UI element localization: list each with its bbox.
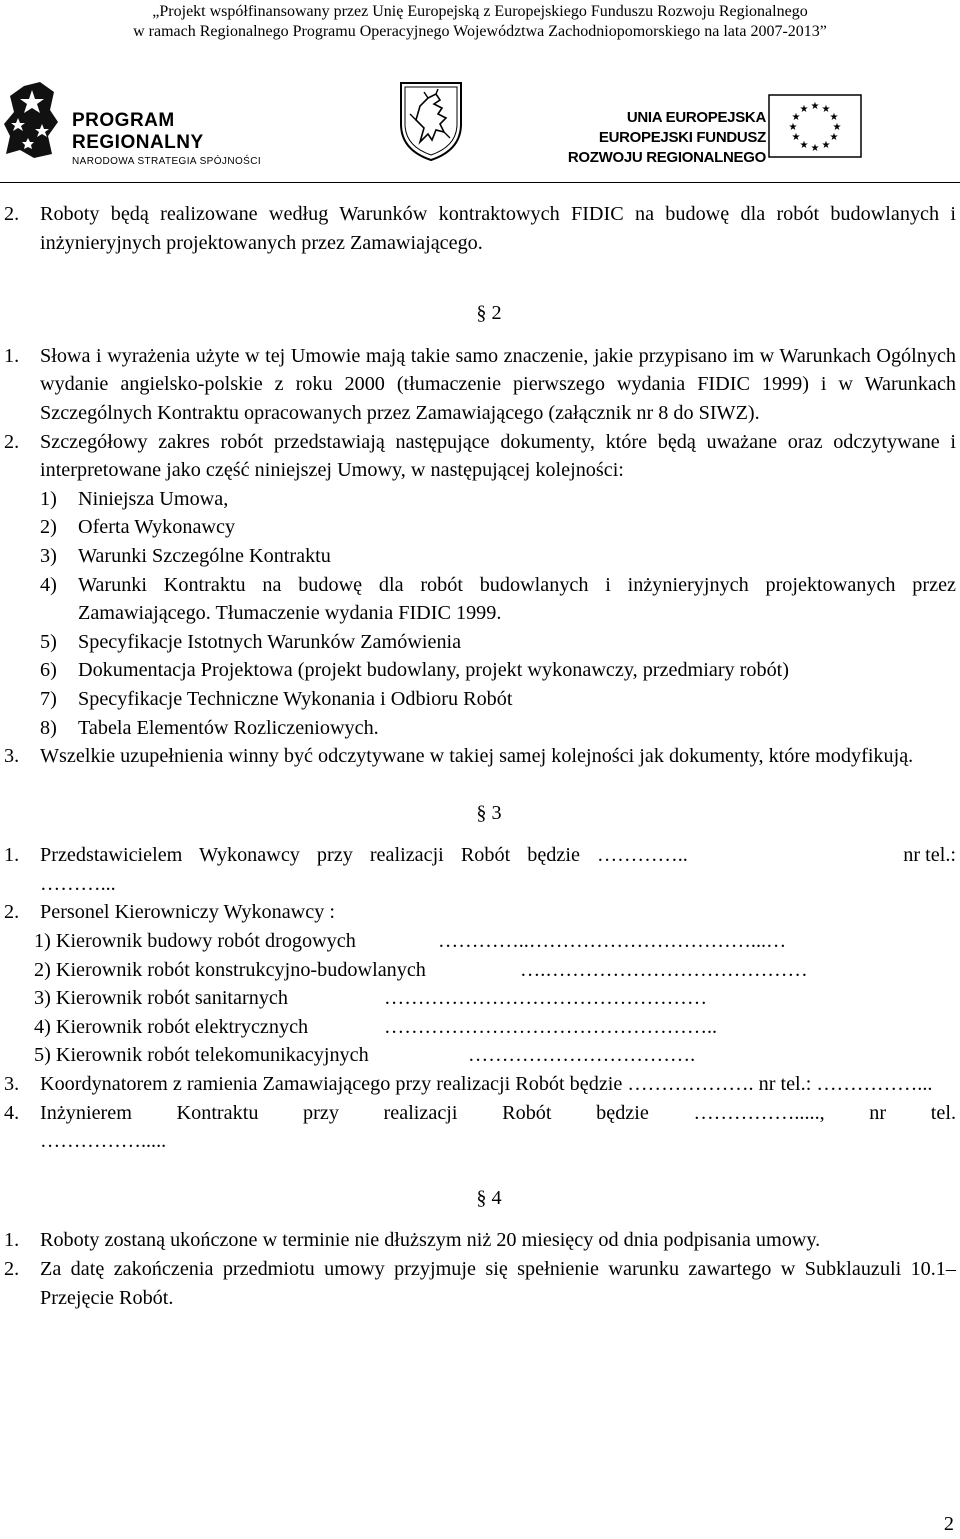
svg-text:★: ★ [791, 112, 801, 123]
sec2-p2-text: Szczegółowy zakres robót przedstawiają następujące dokumenty, które będą uważane oraz odczytywane i interpretowane jako część niniejszej Umowy, w następującej kolejności: [40, 430, 956, 482]
sec2-p2-number: 2. [4, 430, 20, 453]
sec3-p2-number: 2. [4, 901, 20, 924]
section-4-heading: § 4 [476, 1186, 502, 1209]
coat-of-arms-logo [398, 80, 464, 162]
program-subtitle: NARODOWA STRATEGIA SPÓJNOŚCI [72, 156, 262, 167]
svg-text:★: ★ [821, 104, 831, 115]
cofinancing-header [0, 0, 960, 42]
sec3-p1-text: Przedstawicielem Wykonawcy przy realizacji Robót będzie ………….. [40, 844, 688, 867]
header-line-2: w ramach Regionalnego Programu Operacyjnego Województwa Zachodniopomorskiego na lata 2007-2013” [133, 23, 827, 40]
sec2-p3-number: 3. [4, 745, 20, 768]
sec2-p1-number: 1. [4, 344, 20, 367]
sec2-paragraph-3 [0, 742, 960, 771]
sec4-paragraph-1 [0, 1226, 960, 1255]
intro-p2-text: Roboty będą realizowane według Warunków kontraktowych FIDIC na budowę dla robót budowlanych i inżynieryjnych projektowanych przez Zamawiającego. [40, 203, 956, 254]
sec4-p2-number: 2. [4, 1258, 20, 1280]
sec3-paragraph-2 [0, 898, 960, 927]
intro-p2-number: 2. [4, 203, 20, 225]
list-item: 5) Specyfikacje Istotnych Warunków Zamówienia [40, 630, 462, 653]
sec3-p4-number: 4. [4, 1101, 20, 1124]
ue-line-1: UNIA EUROPEJSKA [626, 109, 766, 126]
sec3-p4-continuation: ……………..... [40, 1130, 167, 1153]
svg-text:★: ★ [829, 132, 839, 143]
svg-text:★: ★ [832, 122, 842, 133]
list-item: 3) Warunki Szczególne Kontraktu [40, 544, 331, 567]
list-item: 1) Kierownik budowy robót drogowych …………..……………………………...… [34, 930, 787, 953]
list-item: 4) Warunki Kontraktu na budowę dla robót budowlanych i inżynieryjnych projektowanych przez Zamawiającego. Tłumaczenie wydania FIDIC 1999. [40, 573, 956, 625]
document-body [0, 200, 960, 1312]
svg-text:★: ★ [799, 104, 809, 115]
program-regionalny-logo [4, 80, 304, 167]
sec2-paragraph-2 [0, 428, 960, 485]
header-divider [0, 182, 960, 183]
sec3-p1-number: 1. [4, 844, 20, 867]
sec4-p1-text: Roboty zostaną ukończone w terminie nie dłuższym niż 20 miesięcy od dnia podpisania umowy. [40, 1229, 821, 1252]
sec4-p2-text: Za datę zakończenia przedmiotu umowy przyjmuje się spełnienie warunku zawartego w Subklauzuli 10.1– Przejęcie Robót. [40, 1258, 956, 1309]
sec3-p1-phone-label: nr tel.: [903, 844, 956, 867]
sec3-p1-continuation: ………... [40, 872, 116, 895]
list-item: 8) Tabela Elementów Rozliczeniowych. [40, 716, 379, 739]
logo-bar [0, 78, 960, 178]
section-2-heading: § 2 [476, 302, 502, 325]
svg-text:★: ★ [810, 143, 820, 154]
svg-text:★: ★ [829, 112, 839, 123]
svg-text:★: ★ [810, 101, 820, 112]
intro-paragraph-2 [0, 200, 960, 257]
sec2-p1-text: Słowa i wyrażenia użyte w tej Umowie mają takie samo znaczenie, jakie przypisano im w Warunkach Ogólnych wydanie angielsko-polskie z roku 2000 (tłumaczenie pierwszego wydania FIDIC 1999) i w Warunkach Szczególnych Kontraktu opracowanych przez Zamawiającego (załącznik nr 8 do SIWZ). [40, 344, 956, 424]
sec3-paragraph-1 [0, 841, 960, 898]
list-item: 2) Kierownik robót konstrukcyjno-budowlanych ….………………………………… [34, 958, 808, 981]
ue-line-2: EUROPEJSKI FUNDUSZ [598, 129, 766, 146]
eu-flag-icon [768, 94, 862, 158]
page-number: 2 [943, 1513, 954, 1535]
sec4-p1-number: 1. [4, 1229, 20, 1252]
list-item: 5) Kierownik robót telekomunikacyjnych ……………………………. [34, 1044, 696, 1067]
section-3-heading: § 3 [476, 801, 502, 824]
star-emblem-icon [4, 80, 60, 160]
header-line-1: „Projekt współfinansowany przez Unię Europejską z Europejskiego Funduszu Rozwoju Regionalnego [152, 3, 808, 20]
sec3-p2-text: Personel Kierowniczy Wykonawcy : [40, 901, 335, 924]
sec3-p3-number: 3. [4, 1073, 20, 1096]
list-item: 2) Oferta Wykonawcy [40, 516, 236, 539]
sec3-p3-text: Koordynatorem z ramienia Zamawiającego przy realizacji Robót będzie ………………. nr tel.: ……………... [40, 1073, 933, 1096]
sec3-paragraph-4 [0, 1099, 960, 1156]
program-title: PROGRAM REGIONALNY [72, 110, 204, 153]
list-item: 7) Specyfikacje Techniczne Wykonania i Odbioru Robót [40, 687, 513, 710]
svg-text:★: ★ [821, 140, 831, 151]
svg-text:★: ★ [791, 132, 801, 143]
list-item: 4) Kierownik robót elektrycznych ………………………………………….. [34, 1015, 718, 1038]
svg-text:★: ★ [788, 122, 798, 133]
sec4-paragraph-2 [0, 1255, 960, 1312]
list-item: 3) Kierownik robót sanitarnych ………………………………………… [34, 987, 707, 1010]
sec2-p3-text: Wszelkie uzupełnienia winny być odczytywane w takiej samej kolejności jak dokumenty, które modyfikują. [40, 745, 914, 768]
sec3-p4-text: Inżynierem Kontraktu przy realizacji Robót będzie ……………....., nr tel. [40, 1101, 956, 1124]
eu-erdf-logo [536, 90, 866, 166]
ue-line-3: ROZWOJU REGIONALNEGO [567, 149, 766, 166]
sec3-paragraph-3 [0, 1070, 960, 1099]
list-item: 1) Niniejsza Umowa, [40, 487, 229, 510]
list-item: 6) Dokumentacja Projektowa (projekt budowlany, projekt wykonawczy, przedmiary robót) [40, 659, 790, 682]
griffin-shield-icon [398, 80, 464, 162]
sec2-paragraph-1 [0, 342, 960, 428]
svg-text:★: ★ [799, 140, 809, 151]
